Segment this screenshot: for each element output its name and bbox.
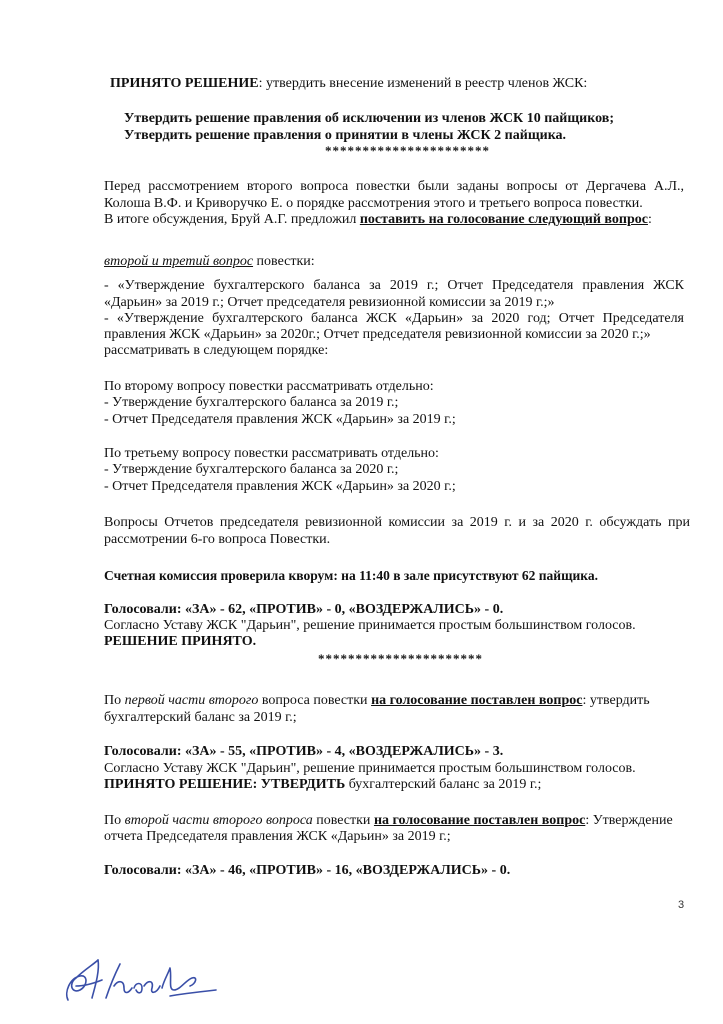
question-line-2: отчета Председателя правления ЖСК «Дарьин» за 2019 г.;: [104, 829, 451, 844]
order-line: По второму вопросу повестки рассматривать отдельно:: [104, 379, 434, 394]
discussion-line-2: Колоша В.Ф. и Криворучко Е. о порядке рассмотрения этого и третьего вопроса повестки.: [104, 196, 643, 211]
question-line-2: бухгалтерский баланс за 2019 г.;: [104, 710, 297, 725]
discussion-text: В итоге обсуждения, Бруй А.Г. предложил: [104, 212, 360, 227]
question-line-1: [104, 693, 694, 709]
vote-result-3: Голосовали: «ЗА» - 46, «ПРОТИВ» - 16, «ВОЗДЕРЖАЛИСЬ» - 0.: [104, 863, 511, 878]
question-text: По: [104, 693, 125, 708]
decision-label: ПРИНЯТО РЕШЕНИЕ: [110, 76, 259, 91]
proposal-emphasis: поставить на голосование следующий вопрос: [359, 212, 648, 227]
note-line-1: Вопросы Отчетов председателя ревизионной комиссии за 2019 г. и за 2020 г. обсуждать при: [104, 515, 690, 530]
decision-line: [110, 76, 670, 92]
question-text: : Утверждение: [585, 813, 673, 828]
question-text: вопроса повестки: [258, 693, 372, 708]
vote-rule-1: Согласно Уставу ЖСК "Дарьин", решение принимается простым большинством голосов.: [104, 618, 636, 633]
vote-rule-2: Согласно Уставу ЖСК "Дарьин", решение принимается простым большинством голосов.: [104, 761, 636, 776]
decision-item-2: Утвердить решение правления о принятии в члены ЖСК 2 пайщика.: [124, 128, 567, 143]
agenda-line: «Дарьин» за 2019 г.; Отчет председателя ревизионной комиссии за 2019 г.;»: [104, 295, 555, 310]
separator-stars: **********************: [325, 143, 490, 158]
agenda-heading: [104, 254, 684, 270]
question-text: : утвердить: [582, 693, 650, 708]
decision-item-1: Утвердить решение правления об исключении из членов ЖСК 10 пайщиков;: [124, 111, 614, 126]
discussion-colon: :: [647, 212, 652, 227]
note-line-2: рассмотрении 6-го вопроса Повестки.: [104, 532, 331, 547]
order-line: - Утверждение бухгалтерского баланса за 2019 г.;: [104, 395, 399, 410]
order-line: По третьему вопросу повестки рассматривать отдельно:: [104, 446, 439, 461]
agenda-line: рассматривать в следующем порядке:: [104, 343, 329, 358]
vote-decision-2: [104, 777, 684, 793]
agenda-line: - «Утверждение бухгалтерского баланса за 2019 г.; Отчет Председателя правления ЖСК: [104, 278, 684, 293]
order-line: - Отчет Председателя правления ЖСК «Дарьин» за 2019 г.;: [104, 412, 456, 427]
question-text: повестки: [312, 813, 374, 828]
order-line: - Утверждение бухгалтерского баланса за 2020 г.;: [104, 462, 399, 477]
agenda-line: правления ЖСК «Дарьин» за 2020г.; Отчет председателя ревизионной комиссии за 2020 г.;»: [104, 327, 651, 342]
agenda-heading-emphasis: второй и третий вопрос: [104, 254, 254, 269]
question-text: По: [104, 813, 125, 828]
discussion-line-1: Перед рассмотрением второго вопроса повестки были заданы вопросы от Дергачева А.Л.,: [104, 179, 684, 194]
separator-stars: **********************: [318, 651, 483, 666]
vote-emphasis: на голосование поставлен вопрос: [371, 693, 583, 708]
quorum-line: Счетная комиссия проверила кворум: на 11:40 в зале присутствуют 62 пайщика.: [104, 568, 598, 583]
discussion-line-3: [104, 212, 694, 228]
vote-decision-1: РЕШЕНИЕ ПРИНЯТО.: [104, 634, 257, 649]
question-emphasis: первой части второго: [124, 693, 259, 708]
vote-result-2: Голосовали: «ЗА» - 55, «ПРОТИВ» - 4, «ВОЗДЕРЖАЛИСЬ» - 3.: [104, 744, 504, 759]
signature-icon: [58, 950, 228, 1010]
agenda-heading-text: повестки:: [253, 254, 315, 269]
order-line: - Отчет Председателя правления ЖСК «Дарьин» за 2020 г.;: [104, 479, 456, 494]
question-emphasis: второй части второго вопроса: [124, 813, 313, 828]
vote-result-1: Голосовали: «ЗА» - 62, «ПРОТИВ» - 0, «ВОЗДЕРЖАЛИСЬ» - 0.: [104, 602, 504, 617]
vote-emphasis: на голосование поставлен вопрос: [373, 813, 586, 828]
decision-text: : утвердить внесение изменений в реестр членов ЖСК:: [258, 76, 588, 91]
decision-subject: бухгалтерский баланс за 2019 г.;: [345, 777, 542, 792]
agenda-line: - «Утверждение бухгалтерского баланса ЖСК «Дарьин» за 2020 год; Отчет Председателя: [104, 311, 684, 326]
decision-approve: ПРИНЯТО РЕШЕНИЕ: УТВЕРДИТЬ: [104, 777, 346, 792]
question-line-1: [104, 813, 704, 829]
page-number: 3: [678, 899, 685, 911]
